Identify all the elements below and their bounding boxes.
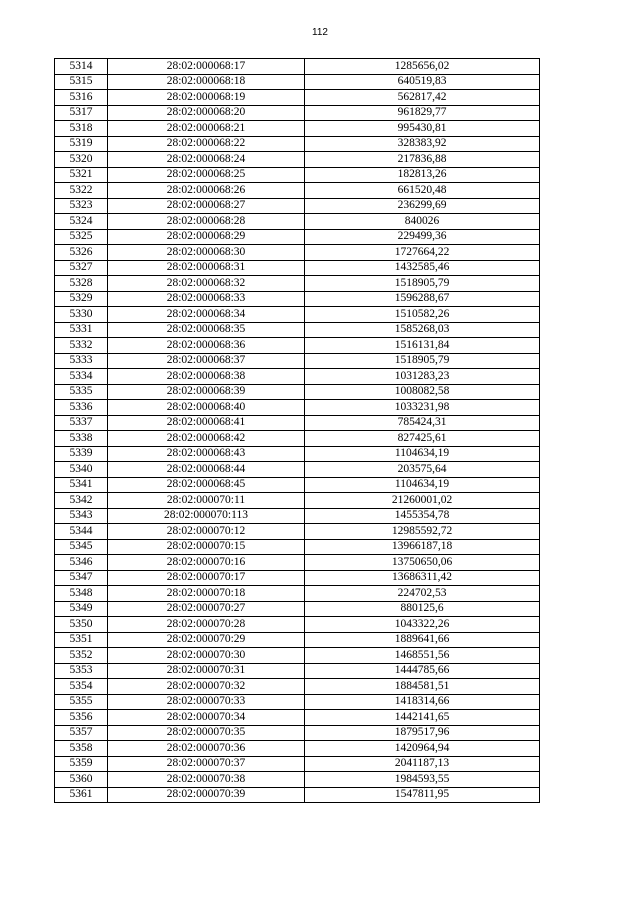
row-number-cell: 5350	[55, 617, 108, 633]
row-number-cell: 5355	[55, 694, 108, 710]
cadastral-value-cell: 785424,31	[305, 415, 540, 431]
cadastral-value-cell: 328383,92	[305, 136, 540, 152]
cadastral-number-cell: 28:02:000070:38	[108, 772, 305, 788]
cadastral-value-cell: 1008082,58	[305, 384, 540, 400]
cadastral-value-cell: 1516131,84	[305, 338, 540, 354]
row-number-cell: 5346	[55, 555, 108, 571]
cadastral-number-cell: 28:02:000070:37	[108, 756, 305, 772]
cadastral-value-cell: 661520,48	[305, 183, 540, 199]
cadastral-number-cell: 28:02:000068:32	[108, 276, 305, 292]
cadastral-value-cell: 13750650,06	[305, 555, 540, 571]
cadastral-number-cell: 28:02:000070:29	[108, 632, 305, 648]
row-number-cell: 5329	[55, 291, 108, 307]
row-number-cell: 5322	[55, 183, 108, 199]
table-row	[55, 245, 540, 261]
table-row	[55, 400, 540, 416]
cadastral-number-cell: 28:02:000068:29	[108, 229, 305, 245]
row-number-cell: 5321	[55, 167, 108, 183]
table-row	[55, 384, 540, 400]
table-row	[55, 167, 540, 183]
table-row	[55, 725, 540, 741]
cadastral-number-cell: 28:02:000068:43	[108, 446, 305, 462]
table-row	[55, 183, 540, 199]
cadastral-value-cell: 1444785,66	[305, 663, 540, 679]
row-number-cell: 5316	[55, 90, 108, 106]
row-number-cell: 5325	[55, 229, 108, 245]
cadastral-value-cell: 203575,64	[305, 462, 540, 478]
table-row	[55, 679, 540, 695]
table-row	[55, 539, 540, 555]
cadastral-value-cell: 217836,88	[305, 152, 540, 168]
cadastral-number-cell: 28:02:000070:11	[108, 493, 305, 509]
row-number-cell: 5315	[55, 74, 108, 90]
row-number-cell: 5359	[55, 756, 108, 772]
row-number-cell: 5334	[55, 369, 108, 385]
cadastral-number-cell: 28:02:000070:31	[108, 663, 305, 679]
row-number-cell: 5352	[55, 648, 108, 664]
row-number-cell: 5358	[55, 741, 108, 757]
table-row	[55, 446, 540, 462]
table-row	[55, 276, 540, 292]
cadastral-value-cell: 182813,26	[305, 167, 540, 183]
cadastral-number-cell: 28:02:000070:39	[108, 787, 305, 803]
row-number-cell: 5320	[55, 152, 108, 168]
cadastral-number-cell: 28:02:000070:28	[108, 617, 305, 633]
table-row	[55, 663, 540, 679]
table-row	[55, 570, 540, 586]
cadastral-number-cell: 28:02:000070:30	[108, 648, 305, 664]
row-number-cell: 5357	[55, 725, 108, 741]
table-row	[55, 586, 540, 602]
cadastral-number-cell: 28:02:000068:25	[108, 167, 305, 183]
row-number-cell: 5340	[55, 462, 108, 478]
cadastral-number-cell: 28:02:000070:32	[108, 679, 305, 695]
table-row	[55, 632, 540, 648]
row-number-cell: 5338	[55, 431, 108, 447]
row-number-cell: 5317	[55, 105, 108, 121]
row-number-cell: 5332	[55, 338, 108, 354]
row-number-cell: 5361	[55, 787, 108, 803]
row-number-cell: 5336	[55, 400, 108, 416]
row-number-cell: 5330	[55, 307, 108, 323]
table-row	[55, 105, 540, 121]
cadastral-number-cell: 28:02:000068:33	[108, 291, 305, 307]
table-row	[55, 524, 540, 540]
table-row	[55, 555, 540, 571]
cadastral-value-cell: 961829,77	[305, 105, 540, 121]
row-number-cell: 5331	[55, 322, 108, 338]
cadastral-value-cell: 1889641,66	[305, 632, 540, 648]
row-number-cell: 5349	[55, 601, 108, 617]
cadastral-value-cell: 224702,53	[305, 586, 540, 602]
cadastral-value-cell: 1104634,19	[305, 477, 540, 493]
cadastral-value-cell: 1043322,26	[305, 617, 540, 633]
cadastral-number-cell: 28:02:000068:28	[108, 214, 305, 230]
cadastral-number-cell: 28:02:000068:45	[108, 477, 305, 493]
cadastral-number-cell: 28:02:000068:18	[108, 74, 305, 90]
row-number-cell: 5319	[55, 136, 108, 152]
row-number-cell: 5339	[55, 446, 108, 462]
page-number: 112	[312, 27, 328, 38]
table-row	[55, 431, 540, 447]
row-number-cell: 5347	[55, 570, 108, 586]
row-number-cell: 5318	[55, 121, 108, 137]
cadastral-value-cell: 1455354,78	[305, 508, 540, 524]
cadastral-value-cell: 1984593,55	[305, 772, 540, 788]
cadastral-value-cell: 12985592,72	[305, 524, 540, 540]
table-row	[55, 617, 540, 633]
table-row	[55, 307, 540, 323]
cadastral-number-cell: 28:02:000068:27	[108, 198, 305, 214]
cadastral-number-cell: 28:02:000068:41	[108, 415, 305, 431]
table-row	[55, 477, 540, 493]
row-number-cell: 5324	[55, 214, 108, 230]
table-row	[55, 74, 540, 90]
row-number-cell: 5360	[55, 772, 108, 788]
cadastral-value-cell: 13966187,18	[305, 539, 540, 555]
table-row	[55, 260, 540, 276]
cadastral-number-cell: 28:02:000070:27	[108, 601, 305, 617]
cadastral-number-cell: 28:02:000070:12	[108, 524, 305, 540]
row-number-cell: 5343	[55, 508, 108, 524]
cadastral-value-cell: 21260001,02	[305, 493, 540, 509]
cadastral-number-cell: 28:02:000068:36	[108, 338, 305, 354]
cadastral-number-cell: 28:02:000068:17	[108, 59, 305, 75]
cadastral-value-cell: 1432585,46	[305, 260, 540, 276]
cadastral-value-cell: 1033231,98	[305, 400, 540, 416]
table-row	[55, 136, 540, 152]
row-number-cell: 5323	[55, 198, 108, 214]
cadastral-number-cell: 28:02:000068:35	[108, 322, 305, 338]
cadastral-value-table	[54, 58, 540, 803]
table-row	[55, 198, 540, 214]
cadastral-number-cell: 28:02:000068:26	[108, 183, 305, 199]
cadastral-value-cell: 1585268,03	[305, 322, 540, 338]
cadastral-value-cell: 2041187,13	[305, 756, 540, 772]
cadastral-number-cell: 28:02:000068:42	[108, 431, 305, 447]
cadastral-value-cell: 1510582,26	[305, 307, 540, 323]
table-row	[55, 322, 540, 338]
cadastral-value-cell: 1285656,02	[305, 59, 540, 75]
cadastral-number-cell: 28:02:000070:16	[108, 555, 305, 571]
table-row	[55, 59, 540, 75]
cadastral-number-cell: 28:02:000068:40	[108, 400, 305, 416]
cadastral-value-cell: 1468551,56	[305, 648, 540, 664]
cadastral-value-cell: 229499,36	[305, 229, 540, 245]
cadastral-value-cell: 13686311,42	[305, 570, 540, 586]
cadastral-value-cell: 1518905,79	[305, 276, 540, 292]
cadastral-number-cell: 28:02:000068:21	[108, 121, 305, 137]
row-number-cell: 5341	[55, 477, 108, 493]
cadastral-value-cell: 880125,6	[305, 601, 540, 617]
cadastral-number-cell: 28:02:000068:34	[108, 307, 305, 323]
table-row	[55, 229, 540, 245]
row-number-cell: 5344	[55, 524, 108, 540]
cadastral-number-cell: 28:02:000068:44	[108, 462, 305, 478]
cadastral-value-cell: 995430,81	[305, 121, 540, 137]
row-number-cell: 5342	[55, 493, 108, 509]
row-number-cell: 5351	[55, 632, 108, 648]
cadastral-number-cell: 28:02:000068:39	[108, 384, 305, 400]
cadastral-value-cell: 1727664,22	[305, 245, 540, 261]
row-number-cell: 5327	[55, 260, 108, 276]
table-row	[55, 462, 540, 478]
table-row	[55, 415, 540, 431]
cadastral-number-cell: 28:02:000068:20	[108, 105, 305, 121]
table-row	[55, 756, 540, 772]
cadastral-value-cell: 1879517,96	[305, 725, 540, 741]
row-number-cell: 5354	[55, 679, 108, 695]
table-row	[55, 121, 540, 137]
cadastral-value-cell: 1418314,66	[305, 694, 540, 710]
table-row	[55, 338, 540, 354]
cadastral-number-cell: 28:02:000070:35	[108, 725, 305, 741]
cadastral-number-cell: 28:02:000070:18	[108, 586, 305, 602]
cadastral-value-cell: 1442141,65	[305, 710, 540, 726]
table-row	[55, 741, 540, 757]
table-row	[55, 710, 540, 726]
table-row	[55, 772, 540, 788]
table-row	[55, 291, 540, 307]
cadastral-value-cell: 1518905,79	[305, 353, 540, 369]
table-row	[55, 694, 540, 710]
cadastral-value-cell: 1031283,23	[305, 369, 540, 385]
table-body	[55, 59, 540, 803]
cadastral-number-cell: 28:02:000068:19	[108, 90, 305, 106]
table-row	[55, 369, 540, 385]
row-number-cell: 5348	[55, 586, 108, 602]
cadastral-number-cell: 28:02:000070:34	[108, 710, 305, 726]
row-number-cell: 5328	[55, 276, 108, 292]
table-row	[55, 152, 540, 168]
cadastral-number-cell: 28:02:000068:22	[108, 136, 305, 152]
row-number-cell: 5345	[55, 539, 108, 555]
row-number-cell: 5333	[55, 353, 108, 369]
cadastral-value-cell: 827425,61	[305, 431, 540, 447]
cadastral-number-cell: 28:02:000068:37	[108, 353, 305, 369]
cadastral-value-cell: 1420964,94	[305, 741, 540, 757]
cadastral-number-cell: 28:02:000070:33	[108, 694, 305, 710]
row-number-cell: 5326	[55, 245, 108, 261]
cadastral-number-cell: 28:02:000070:113	[108, 508, 305, 524]
table-row	[55, 508, 540, 524]
row-number-cell: 5356	[55, 710, 108, 726]
cadastral-value-cell: 236299,69	[305, 198, 540, 214]
table-row	[55, 648, 540, 664]
cadastral-number-cell: 28:02:000070:17	[108, 570, 305, 586]
cadastral-value-cell: 562817,42	[305, 90, 540, 106]
row-number-cell: 5337	[55, 415, 108, 431]
cadastral-number-cell: 28:02:000068:30	[108, 245, 305, 261]
cadastral-value-cell: 640519,83	[305, 74, 540, 90]
cadastral-number-cell: 28:02:000068:31	[108, 260, 305, 276]
table-row	[55, 90, 540, 106]
table-row	[55, 353, 540, 369]
cadastral-number-cell: 28:02:000068:38	[108, 369, 305, 385]
cadastral-number-cell: 28:02:000070:15	[108, 539, 305, 555]
cadastral-value-cell: 1104634,19	[305, 446, 540, 462]
cadastral-value-cell: 1884581,51	[305, 679, 540, 695]
cadastral-number-cell: 28:02:000070:36	[108, 741, 305, 757]
cadastral-value-cell: 1596288,67	[305, 291, 540, 307]
row-number-cell: 5314	[55, 59, 108, 75]
row-number-cell: 5335	[55, 384, 108, 400]
table-row	[55, 601, 540, 617]
cadastral-value-cell: 1547811,95	[305, 787, 540, 803]
table-row	[55, 214, 540, 230]
table-row	[55, 493, 540, 509]
cadastral-number-cell: 28:02:000068:24	[108, 152, 305, 168]
cadastral-value-cell: 840026	[305, 214, 540, 230]
row-number-cell: 5353	[55, 663, 108, 679]
table-row	[55, 787, 540, 803]
